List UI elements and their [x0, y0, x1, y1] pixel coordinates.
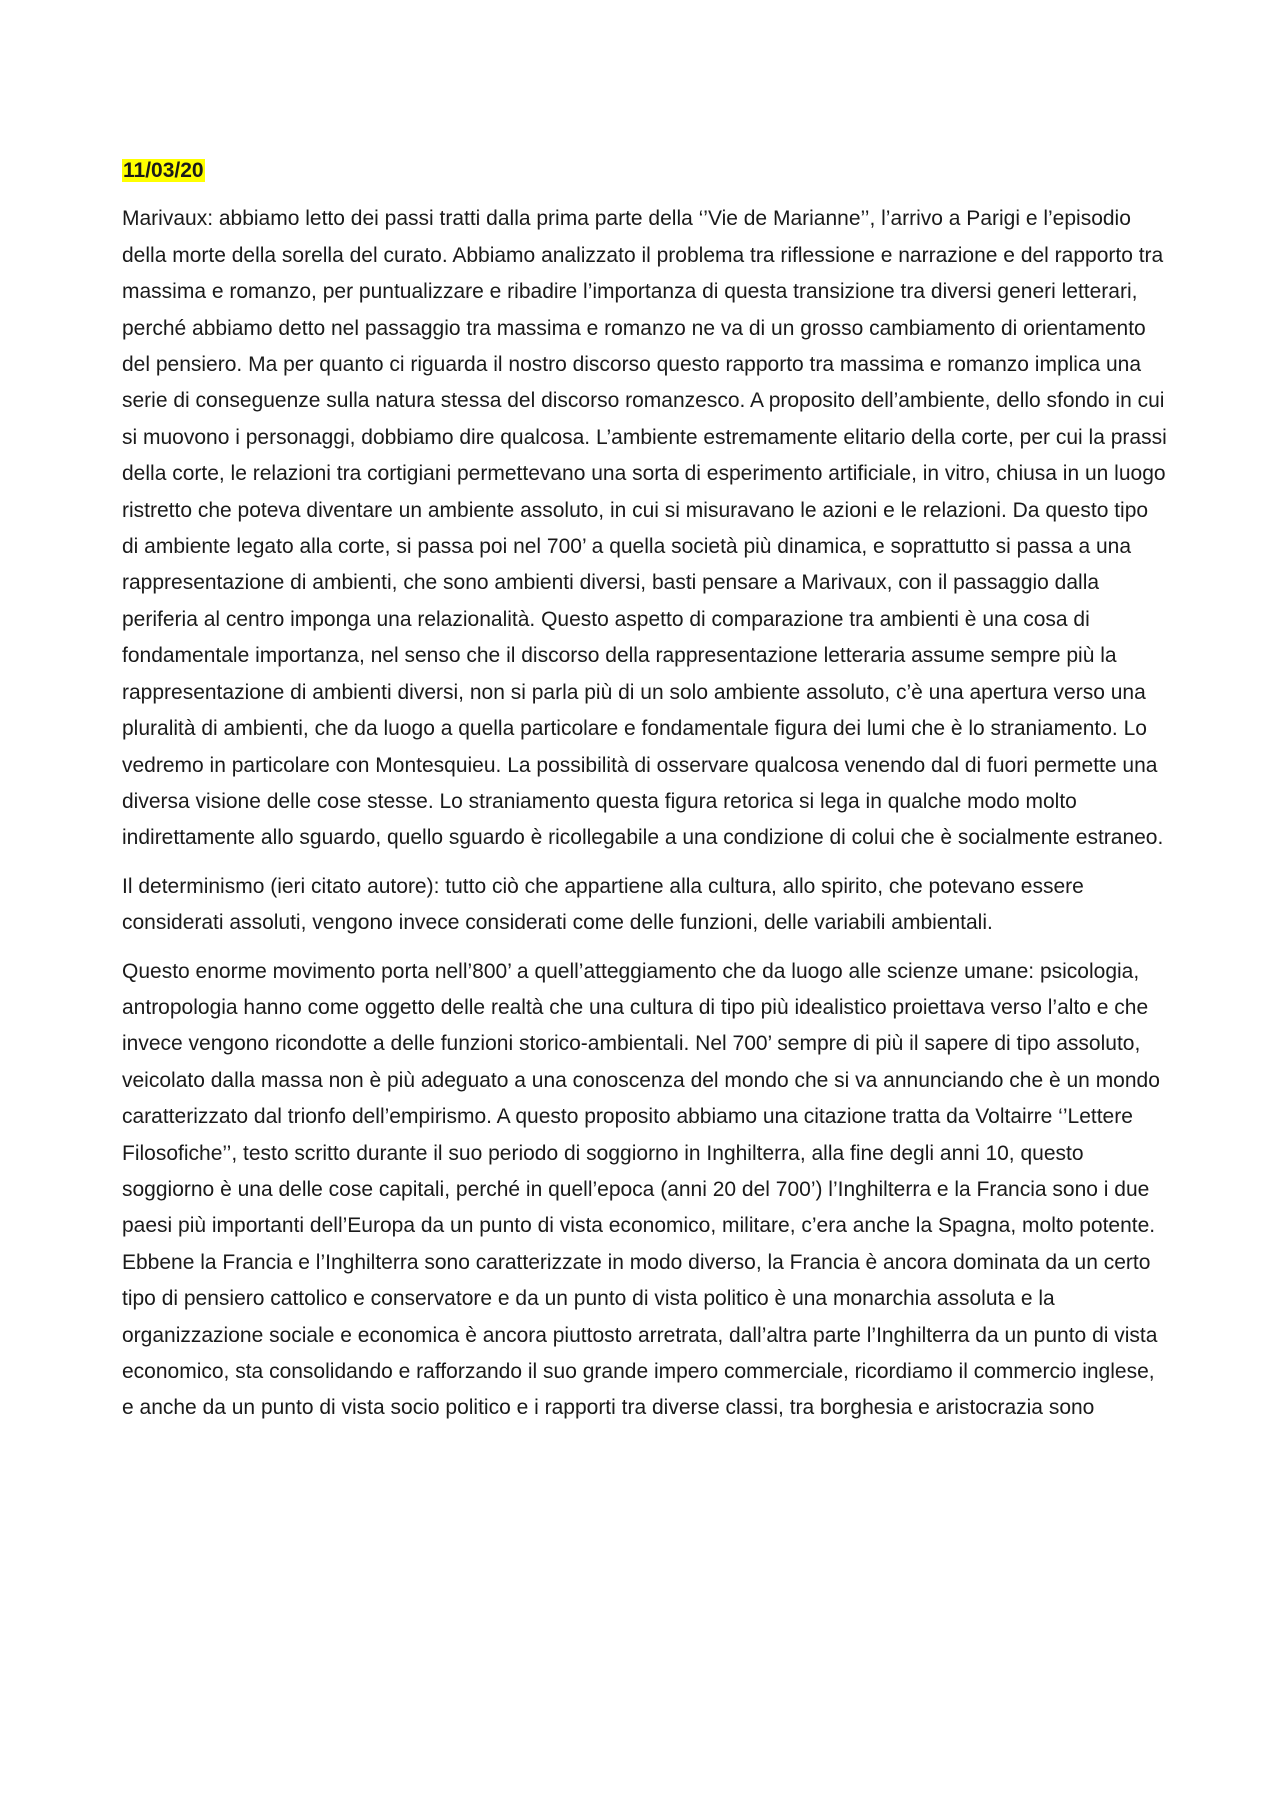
date-heading [122, 153, 1167, 189]
document-page [122, 153, 1167, 1439]
paragraph-scienze-umane: Questo enorme movimento porta nell’800’ a quell’atteggiamento che da luogo alle scienze umane: psicologia, antropologia hanno come oggetto delle realtà che una cultura di tipo più idealistico proiettava verso l’alto e che invece vengono ricondotte a delle funzioni storico-ambientali. Nel 700’ sempre di più il sapere di tipo assoluto, veicolato dalla massa non è più adeguato a una conoscenza del mondo che si va annunciando che è un mondo caratterizzato dal trionfo dell’empirismo. A questo proposito abbiamo una citazione tratta da Voltairre ‘’Lettere Filosofiche’’, testo scritto durante il suo periodo di soggiorno in Inghilterra, alla fine degli anni 10, questo soggiorno è una delle cose capitali, perché in quell’epoca (anni 20 del 700’) l’Inghilterra e la Francia sono i due paesi più importanti dell’Europa da un punto di vista economico, militare, c’era anche la Spagna, molto potente. Ebbene la Francia e l’Inghilterra sono caratterizzate in modo diverso, la Francia è ancora dominata da un certo tipo di pensiero cattolico e conservatore e da un punto di vista politico è una monarchia assoluta e la organizzazione sociale e economica è ancora piuttosto arretrata, dall’altra parte l’Inghilterra da un punto di vista economico, sta consolidando e rafforzando il suo grande impero commerciale, ricordiamo il commercio inglese, e anche da un punto di vista socio politico e i rapporti tra diverse classi, tra borghesia e aristocrazia sono [122, 959, 1160, 1420]
paragraph-marivaux: Marivaux: abbiamo letto dei passi tratti dalla prima parte della ‘’Vie de Marianne’’, l’arrivo a Parigi e l’episodio della morte della sorella del curato. Abbiamo analizzato il problema tra riflessione e narrazione e del rapporto tra massima e romanzo, per puntualizzare e ribadire l’importanza di questa transizione tra diversi generi letterari, perché abbiamo detto nel passaggio tra massima e romanzo ne va di un grosso cambiamento di orientamento del pensiero. Ma per quanto ci riguarda il nostro discorso questo rapporto tra massima e romanzo implica una serie di conseguenze sulla natura stessa del discorso romanzesco. A proposito dell’ambiente, dello sfondo in cui si muovono i personaggi, dobbiamo dire qualcosa. L’ambiente estremamente elitario della corte, per cui la prassi della corte, le relazioni tra cortigiani permettevano una sorta di esperimento artificiale, in vitro, chiusa in un luogo ristretto che poteva diventare un ambiente assoluto, in cui si misuravano le azioni e le relazioni. Da questo tipo di ambiente legato alla corte, si passa poi nel 700’ a quella società più dinamica, e soprattutto si passa a una rappresentazione di ambienti, che sono ambienti diversi, basti pensare a Marivaux, con il passaggio dalla periferia al centro imponga una relazionalità. Questo aspetto di comparazione tra ambienti è una cosa di fondamentale importanza, nel senso che il discorso della rappresentazione letteraria assume sempre più la rappresentazione di ambienti diversi, non si parla più di un solo ambiente assoluto, c’è una apertura verso una pluralità di ambienti, che da luogo a quella particolare e fondamentale figura dei lumi che è lo straniamento. Lo vedremo in particolare con Montesquieu. La possibilità di osservare qualcosa venendo dal di fuori permette una diversa visione delle cose stesse. Lo straniamento questa figura retorica si lega in qualche modo molto indirettamente allo sguardo, quello sguardo è ricollegabile a una condizione di colui che è socialmente estraneo. [122, 207, 1167, 850]
date-highlight: 11/03/20 [123, 159, 204, 182]
paragraph-determinismo: Il determinismo (ieri citato autore): tutto ciò che appartiene alla cultura, allo spirito, che potevano essere considerati assoluti, vengono invece considerati come delle funzioni, delle variabili ambientali. [122, 874, 1084, 935]
